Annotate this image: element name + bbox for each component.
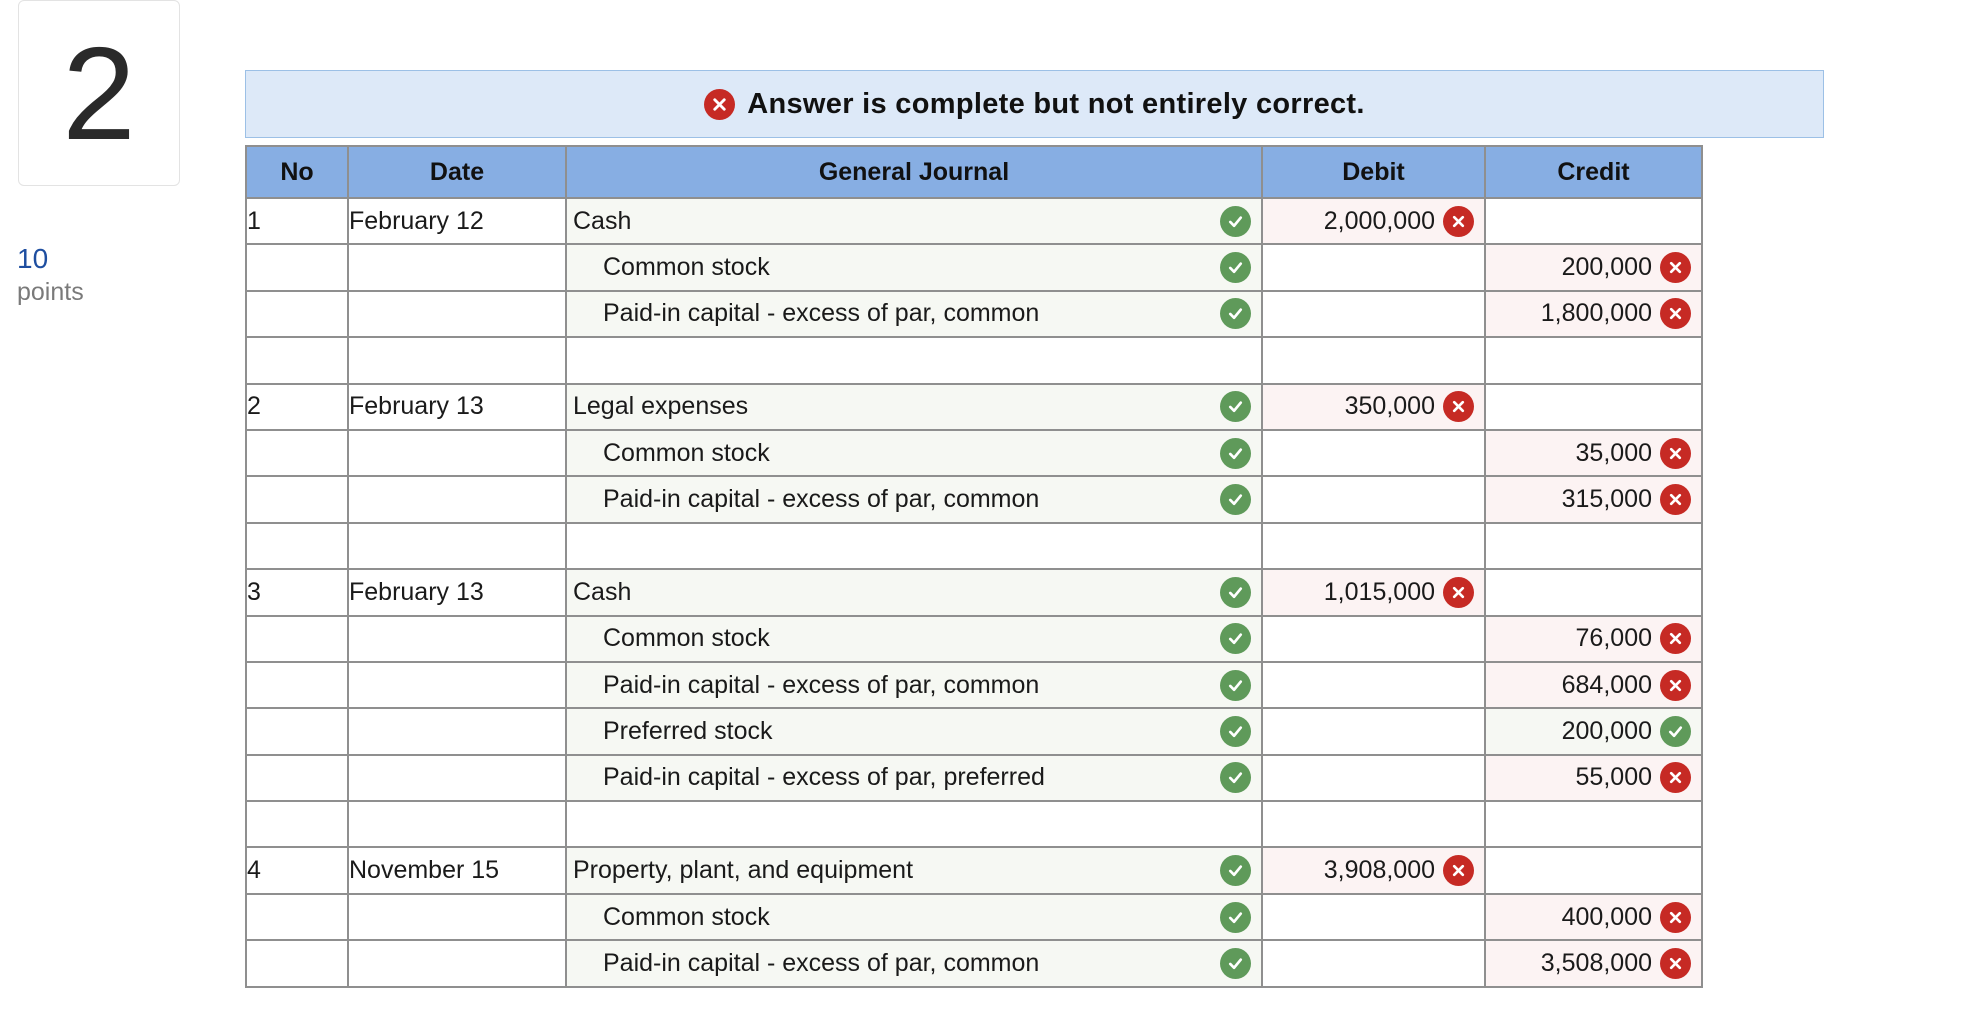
check-icon bbox=[1220, 391, 1251, 422]
debit-cell[interactable] bbox=[1262, 662, 1485, 708]
x-circle-icon bbox=[1443, 577, 1474, 608]
header-debit: Debit bbox=[1262, 146, 1485, 198]
debit-cell[interactable] bbox=[1262, 616, 1485, 662]
credit-cell[interactable] bbox=[1485, 291, 1702, 337]
account-name: Cash bbox=[573, 206, 632, 235]
credit-cell[interactable] bbox=[1485, 755, 1702, 801]
credit-amount: 76,000 bbox=[1575, 624, 1652, 653]
credit-amount: 200,000 bbox=[1561, 716, 1652, 745]
table-row bbox=[246, 894, 1702, 940]
account-name: Common stock bbox=[603, 624, 770, 653]
debit-cell[interactable] bbox=[1262, 940, 1485, 986]
table-row bbox=[246, 569, 1702, 615]
account-cell[interactable] bbox=[566, 569, 1262, 615]
entry-number-cell bbox=[246, 755, 348, 801]
account-name: Paid-in capital - excess of par, preferred bbox=[603, 763, 1045, 792]
credit-amount: 1,800,000 bbox=[1540, 299, 1652, 328]
date-cell bbox=[348, 801, 566, 847]
entry-number: 3 bbox=[247, 577, 261, 606]
date-cell bbox=[348, 755, 566, 801]
credit-amount: 55,000 bbox=[1575, 763, 1652, 792]
table-row bbox=[246, 662, 1702, 708]
entry-number-cell bbox=[246, 198, 348, 244]
entry-number-cell bbox=[246, 894, 348, 940]
x-circle-icon bbox=[1660, 623, 1691, 654]
entry-number-cell bbox=[246, 940, 348, 986]
table-row bbox=[246, 940, 1702, 986]
debit-cell[interactable] bbox=[1262, 476, 1485, 522]
credit-amount: 35,000 bbox=[1575, 438, 1652, 467]
date-cell bbox=[348, 894, 566, 940]
table-row bbox=[246, 337, 1702, 383]
entry-date: February 12 bbox=[349, 206, 484, 235]
table-header-row bbox=[246, 146, 1702, 198]
debit-amount: 2,000,000 bbox=[1323, 206, 1435, 235]
check-icon bbox=[1220, 902, 1251, 933]
check-icon bbox=[1220, 670, 1251, 701]
account-name: Paid-in capital - excess of par, common bbox=[603, 299, 1040, 328]
credit-cell[interactable] bbox=[1485, 662, 1702, 708]
date-cell bbox=[348, 198, 566, 244]
date-cell bbox=[348, 662, 566, 708]
x-circle-icon bbox=[1660, 902, 1691, 933]
account-cell[interactable] bbox=[566, 523, 1262, 569]
debit-cell[interactable] bbox=[1262, 430, 1485, 476]
x-circle-icon bbox=[1660, 670, 1691, 701]
points-value: 10 bbox=[17, 243, 49, 274]
question-number-card bbox=[18, 0, 180, 186]
credit-cell[interactable] bbox=[1485, 894, 1702, 940]
debit-cell[interactable] bbox=[1262, 244, 1485, 290]
entry-number-cell bbox=[246, 569, 348, 615]
entry-number-cell bbox=[246, 337, 348, 383]
x-circle-icon bbox=[1660, 298, 1691, 329]
header-general-journal: General Journal bbox=[566, 146, 1262, 198]
credit-cell[interactable] bbox=[1485, 476, 1702, 522]
x-circle-icon bbox=[1443, 206, 1474, 237]
entry-number-cell bbox=[246, 801, 348, 847]
credit-cell[interactable] bbox=[1485, 244, 1702, 290]
account-name: Cash bbox=[573, 577, 632, 606]
account-cell[interactable] bbox=[566, 337, 1262, 383]
account-cell[interactable] bbox=[566, 755, 1262, 801]
table-row bbox=[246, 198, 1702, 244]
check-icon bbox=[1220, 855, 1251, 886]
date-cell bbox=[348, 847, 566, 893]
check-icon bbox=[1220, 298, 1251, 329]
x-circle-icon bbox=[1660, 484, 1691, 515]
x-circle-icon bbox=[1660, 438, 1691, 469]
date-cell bbox=[348, 430, 566, 476]
entry-number: 2 bbox=[247, 392, 261, 421]
credit-amount: 3,508,000 bbox=[1540, 948, 1652, 977]
entry-number: 1 bbox=[247, 206, 261, 235]
account-cell[interactable] bbox=[566, 430, 1262, 476]
header-date: Date bbox=[348, 146, 566, 198]
table-row bbox=[246, 523, 1702, 569]
date-cell bbox=[348, 708, 566, 754]
x-circle-icon bbox=[1443, 855, 1474, 886]
account-name: Common stock bbox=[603, 438, 770, 467]
debit-cell[interactable] bbox=[1262, 523, 1485, 569]
date-cell bbox=[348, 476, 566, 522]
account-cell[interactable] bbox=[566, 708, 1262, 754]
entry-number-cell bbox=[246, 662, 348, 708]
credit-cell[interactable] bbox=[1485, 616, 1702, 662]
credit-cell[interactable] bbox=[1485, 198, 1702, 244]
check-icon bbox=[1220, 948, 1251, 979]
check-icon bbox=[1220, 438, 1251, 469]
date-cell bbox=[348, 384, 566, 430]
credit-cell[interactable] bbox=[1485, 940, 1702, 986]
x-circle-icon bbox=[1660, 948, 1691, 979]
debit-cell[interactable] bbox=[1262, 801, 1485, 847]
account-name: Paid-in capital - excess of par, common bbox=[603, 670, 1040, 699]
credit-cell[interactable] bbox=[1485, 801, 1702, 847]
debit-cell[interactable] bbox=[1262, 847, 1485, 893]
account-name: Common stock bbox=[603, 253, 770, 282]
table-row bbox=[246, 430, 1702, 476]
table-row bbox=[246, 708, 1702, 754]
account-cell[interactable] bbox=[566, 940, 1262, 986]
account-cell[interactable] bbox=[566, 662, 1262, 708]
question-number: 2 bbox=[62, 19, 136, 167]
table-row bbox=[246, 755, 1702, 801]
debit-amount: 3,908,000 bbox=[1323, 856, 1435, 885]
x-circle-icon bbox=[704, 89, 735, 120]
credit-cell[interactable] bbox=[1485, 847, 1702, 893]
credit-cell[interactable] bbox=[1485, 430, 1702, 476]
account-cell[interactable] bbox=[566, 244, 1262, 290]
table-row bbox=[246, 384, 1702, 430]
debit-cell[interactable] bbox=[1262, 384, 1485, 430]
table-row bbox=[246, 476, 1702, 522]
header-credit: Credit bbox=[1485, 146, 1702, 198]
account-name: Property, plant, and equipment bbox=[573, 856, 914, 885]
journal-body bbox=[246, 198, 1702, 987]
entry-number-cell bbox=[246, 291, 348, 337]
check-icon bbox=[1220, 577, 1251, 608]
banner-message: Answer is complete but not entirely correct. bbox=[747, 87, 1365, 120]
date-cell bbox=[348, 291, 566, 337]
check-icon bbox=[1220, 762, 1251, 793]
entry-date: November 15 bbox=[349, 856, 500, 885]
debit-cell[interactable] bbox=[1262, 291, 1485, 337]
account-name: Common stock bbox=[603, 902, 770, 931]
credit-cell[interactable] bbox=[1485, 708, 1702, 754]
account-name: Preferred stock bbox=[603, 716, 773, 745]
account-cell[interactable] bbox=[566, 198, 1262, 244]
date-cell bbox=[348, 616, 566, 662]
debit-cell[interactable] bbox=[1262, 708, 1485, 754]
account-cell[interactable] bbox=[566, 616, 1262, 662]
x-circle-icon bbox=[1660, 252, 1691, 283]
debit-amount: 1,015,000 bbox=[1323, 577, 1435, 606]
journal-table bbox=[245, 145, 1703, 988]
debit-amount: 350,000 bbox=[1344, 392, 1435, 421]
date-cell bbox=[348, 523, 566, 569]
entry-number-cell bbox=[246, 384, 348, 430]
table-row bbox=[246, 244, 1702, 290]
entry-number: 4 bbox=[247, 856, 261, 885]
account-name: Legal expenses bbox=[573, 392, 749, 421]
account-cell[interactable] bbox=[566, 894, 1262, 940]
credit-amount: 200,000 bbox=[1561, 253, 1652, 282]
check-icon bbox=[1220, 206, 1251, 237]
entry-number-cell bbox=[246, 523, 348, 569]
points-block bbox=[17, 242, 84, 308]
date-cell bbox=[348, 244, 566, 290]
table-row bbox=[246, 291, 1702, 337]
x-circle-icon bbox=[1660, 762, 1691, 793]
debit-cell[interactable] bbox=[1262, 894, 1485, 940]
result-banner bbox=[245, 70, 1824, 138]
points-label: points bbox=[17, 278, 84, 306]
account-cell[interactable] bbox=[566, 476, 1262, 522]
credit-amount: 400,000 bbox=[1561, 902, 1652, 931]
date-cell bbox=[348, 337, 566, 383]
entry-number-cell bbox=[246, 847, 348, 893]
date-cell bbox=[348, 940, 566, 986]
check-icon bbox=[1220, 623, 1251, 654]
account-name: Paid-in capital - excess of par, common bbox=[603, 948, 1040, 977]
check-icon bbox=[1220, 252, 1251, 283]
account-cell[interactable] bbox=[566, 291, 1262, 337]
debit-cell[interactable] bbox=[1262, 198, 1485, 244]
entry-date: February 13 bbox=[349, 392, 484, 421]
entry-number-cell bbox=[246, 616, 348, 662]
account-cell[interactable] bbox=[566, 384, 1262, 430]
debit-cell[interactable] bbox=[1262, 755, 1485, 801]
table-row bbox=[246, 616, 1702, 662]
check-icon bbox=[1660, 716, 1691, 747]
entry-number-cell bbox=[246, 430, 348, 476]
entry-date: February 13 bbox=[349, 577, 484, 606]
entry-number-cell bbox=[246, 476, 348, 522]
header-no: No bbox=[246, 146, 348, 198]
account-cell[interactable] bbox=[566, 847, 1262, 893]
date-cell bbox=[348, 569, 566, 615]
credit-cell[interactable] bbox=[1485, 337, 1702, 383]
account-name: Paid-in capital - excess of par, common bbox=[603, 485, 1040, 514]
x-circle-icon bbox=[1443, 391, 1474, 422]
entry-number-cell bbox=[246, 244, 348, 290]
debit-cell[interactable] bbox=[1262, 569, 1485, 615]
credit-amount: 684,000 bbox=[1561, 670, 1652, 699]
table-row bbox=[246, 801, 1702, 847]
entry-number-cell bbox=[246, 708, 348, 754]
table-row bbox=[246, 847, 1702, 893]
account-cell[interactable] bbox=[566, 801, 1262, 847]
check-icon bbox=[1220, 716, 1251, 747]
check-icon bbox=[1220, 484, 1251, 515]
credit-amount: 315,000 bbox=[1561, 485, 1652, 514]
credit-cell[interactable] bbox=[1485, 569, 1702, 615]
debit-cell[interactable] bbox=[1262, 337, 1485, 383]
credit-cell[interactable] bbox=[1485, 523, 1702, 569]
credit-cell[interactable] bbox=[1485, 384, 1702, 430]
